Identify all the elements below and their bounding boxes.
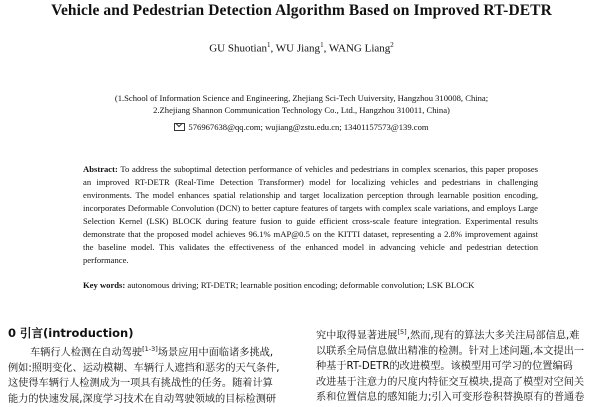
affiliation-line-2: 2.Zhejiang Shannon Communication Technology Co., Ltd., Hangzhou 310011, China) xyxy=(153,105,450,115)
body-line: 例如:照明变化、运动模糊、车辆行人遮挡和恶劣的天气条件, xyxy=(8,362,280,374)
citation-ref: [5] xyxy=(397,328,407,336)
keywords-block xyxy=(83,279,543,292)
email-line xyxy=(0,121,603,133)
email-addresses: 576967638@qq.com; wujiang@zstu.edu.cn; 13401157573@139.com xyxy=(188,122,429,132)
keywords-label: Key words: xyxy=(83,280,126,290)
abstract-label: Abstract: xyxy=(83,164,118,174)
body-line: 种基于RT-DETR的改进模型。该模型用可学习的位置编码 xyxy=(316,361,573,373)
abstract-text: To address the suboptimal detection performance of vehicles and pedestrians in complex scenarios, this paper proposes an improved RT-DETR (Real-Time Detection Transformer) model for localizing vehicles and pedestrians in challenging environments. The model enhances spatial relationship and target localization perception through learnable position encoding, incorporates Deformable Convolution (DCN) to better capture features of targets with complex scale variations, and employs Large Selection Kernel (LSK) BLOCK during feature fusion to guide efficient cross-scale feature integration. Experimental results demonstrate that the proposed model achieves 96.1% mAP@0.5 on the KITTI dataset, representing a 2.8% improvement against the baseline model. This validates the effectiveness of the enhanced model in advancing vehicle and pedestrian detection performance. xyxy=(83,164,538,265)
author-affiliation-mark: 1 xyxy=(320,41,324,49)
author-name: WU Jiang xyxy=(275,42,321,55)
body-line: 这使得车辆行人检测成为一项具有挑战性的任务。随着计算 xyxy=(8,378,273,390)
affiliation-line-1: (1.School of Information Science and Engineering, Zhejiang Sci-Tech Uuiversity, Hangzhou 310008, China; xyxy=(114,93,489,103)
citation-ref: [1-3] xyxy=(142,345,158,353)
mail-icon xyxy=(174,123,185,131)
body-column-left xyxy=(0,325,298,407)
body-line: 系和位置信息的感知能力;引入可变形卷积替换原有的普通卷 xyxy=(316,392,585,404)
body-line: 究中取得显著进展[5],然而,现有的算法大多关注局部信息,难 xyxy=(316,328,580,342)
body-column-right xyxy=(308,325,600,406)
paper-title: Vehicle and Pedestrian Detection Algorithm Based on Improved RT-DETR xyxy=(51,2,552,19)
body-line: 车辆行人检测在自动驾驶[1-3]场景应用中面临诸多挑战, xyxy=(30,345,274,359)
author-name: WANG Liang xyxy=(328,42,391,55)
body-line: 能力的快速发展,深度学习技术在自动驾驶领域的目标检测研 xyxy=(8,393,277,405)
author-affiliation-mark: 2 xyxy=(390,41,394,49)
author-affiliation-mark: 1 xyxy=(266,41,271,49)
body-line: 改进基于注意力的尺度内特征交互模块,提高了模型对空间关 xyxy=(316,376,585,388)
author-list: GU Shuotian$^1$, WU Jiang$^1$, WANG Liang$^2$ xyxy=(209,41,394,55)
body-line: 以联系全局信息做出精准的检测。针对上述问题,本文提出一 xyxy=(316,345,585,357)
abstract-block xyxy=(83,163,538,267)
keywords-text: autonomous driving; RT-DETR; learnable position encoding; deformable convolution; LSK BLOCK xyxy=(127,280,475,290)
section-heading: 0 引言(introduction) xyxy=(8,326,134,340)
author-name: GU Shuotian xyxy=(209,42,267,55)
